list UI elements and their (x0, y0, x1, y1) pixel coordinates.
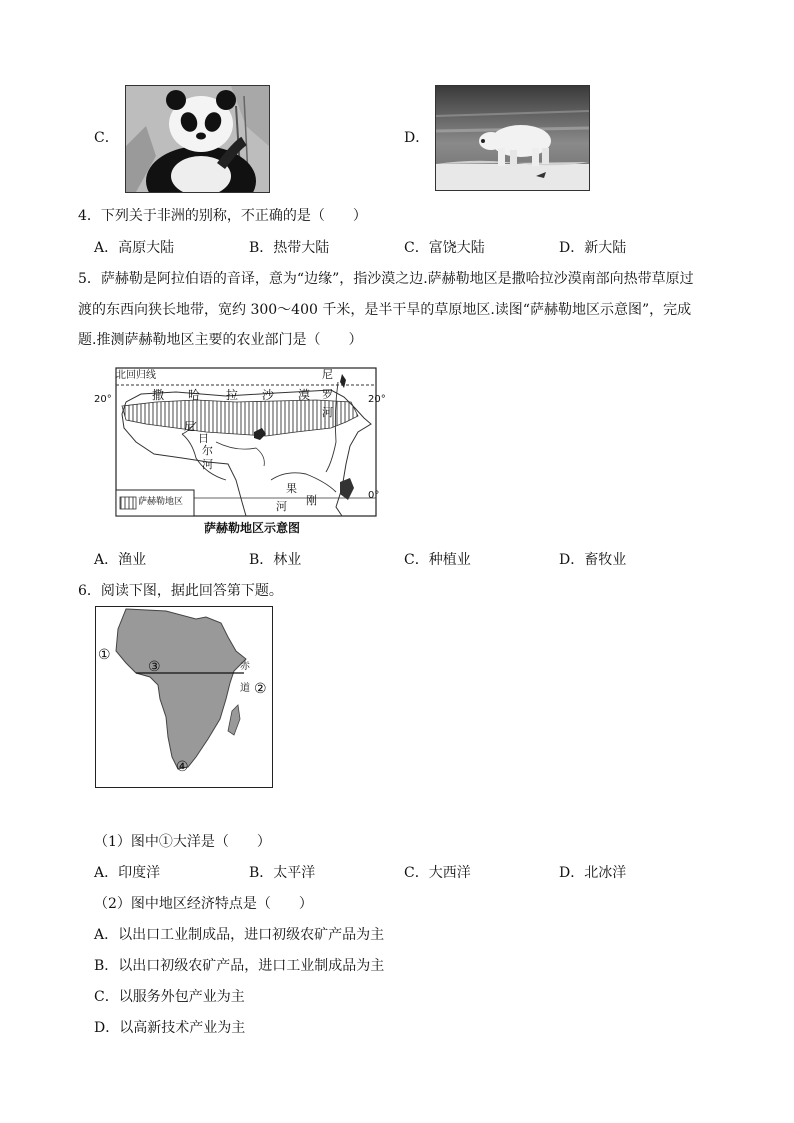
africa-map (95, 606, 273, 788)
q4-option-b[interactable]: B．热带大陆 (249, 240, 330, 256)
lat-0-label: 0° (368, 490, 380, 501)
q5-option-b[interactable]: B．林业 (249, 552, 302, 568)
q6-sub2-option-b[interactable]: B．以出口初级农矿产品，进口工业制成品为主 (94, 958, 385, 974)
q4-option-d[interactable]: D．新大陆 (559, 240, 627, 256)
legend-label: 萨赫勒地区 (138, 497, 184, 507)
nile-label-char: 罗 (322, 388, 333, 401)
map-caption: 萨赫勒地区示意图 (204, 521, 301, 535)
q4-option-a[interactable]: A．高原大陆 (94, 240, 175, 256)
congo-label-char: 刚 (306, 494, 317, 507)
q5-option-a[interactable]: A．渔业 (94, 552, 147, 568)
question-5-stem-line-2: 渡的东西向狭长地带，宽约 300～400 千米，是半干旱的草原地区.读图“萨赫勒地区示意图”，完成 (78, 302, 692, 318)
q5-option-c[interactable]: C．种植业 (404, 552, 471, 568)
q6-sub2-option-a[interactable]: A．以出口工业制成品，进口初级农矿产品为主 (94, 927, 385, 943)
q6-sub1-stem: （1）图中①大洋是（ ） (94, 834, 271, 850)
option-d-label: D． (404, 130, 430, 146)
giant-panda-photo (125, 85, 270, 193)
lat-20-left-label: 20° (94, 394, 112, 405)
q6-sub2-option-d[interactable]: D．以高新技术产业为主 (94, 1020, 246, 1036)
marker-4: ④ (176, 759, 189, 775)
question-5-stem-line-1: 5．萨赫勒是阿拉伯语的音译，意为“边缘”，指沙漠之边.萨赫勒地区是撒哈拉沙漠南部向热带草原过 (78, 271, 694, 287)
congo-label-char: 果 (286, 482, 297, 495)
question-6-stem: 6．阅读下图，据此回答第下题。 (78, 583, 283, 599)
desert-label-char: 哈 (188, 388, 201, 402)
equator-label-char: 道 (240, 683, 250, 694)
q6-sub2-option-c[interactable]: C．以服务外包产业为主 (94, 989, 245, 1005)
nile-label-char: 河 (322, 406, 333, 419)
sahel-map (96, 362, 386, 542)
q6-sub2-stem: （2）图中地区经济特点是（ ） (94, 896, 313, 912)
option-c-label: C． (94, 130, 119, 146)
desert-label-char: 沙 (262, 388, 275, 402)
q4-option-c[interactable]: C．富饶大陆 (404, 240, 485, 256)
tropic-label: 北回归线 (116, 370, 156, 381)
question-5-stem-line-3: 题.推测萨赫勒地区主要的农业部门是（ ） (78, 332, 363, 348)
niger-label-char: 日 (198, 432, 209, 445)
desert-label-char: 漠 (298, 388, 311, 402)
q6-sub1-option-a[interactable]: A．印度洋 (94, 865, 161, 881)
niger-label-char: 尼 (184, 420, 195, 433)
equator-label-char: 赤 (240, 661, 250, 672)
marker-3: ③ (148, 659, 161, 675)
marker-1: ① (98, 647, 111, 663)
niger-label-char: 河 (202, 458, 213, 471)
q6-sub1-option-d[interactable]: D．北冰洋 (559, 865, 627, 881)
q6-sub1-option-b[interactable]: B．太平洋 (249, 865, 316, 881)
question-4-stem: 4．下列关于非洲的别称，不正确的是（ ） (78, 208, 367, 224)
marker-2: ② (254, 681, 267, 697)
desert-label-char: 拉 (226, 388, 239, 402)
nile-label-char: 尼 (322, 368, 333, 381)
congo-label-char: 河 (276, 500, 287, 513)
desert-label-char: 撒 (152, 388, 165, 402)
lat-20-right-label: 20° (368, 394, 386, 405)
niger-label-char: 尔 (202, 444, 213, 457)
q6-sub1-option-c[interactable]: C．大西洋 (404, 865, 471, 881)
polar-bear-photo (435, 85, 590, 191)
q5-option-d[interactable]: D．畜牧业 (559, 552, 627, 568)
